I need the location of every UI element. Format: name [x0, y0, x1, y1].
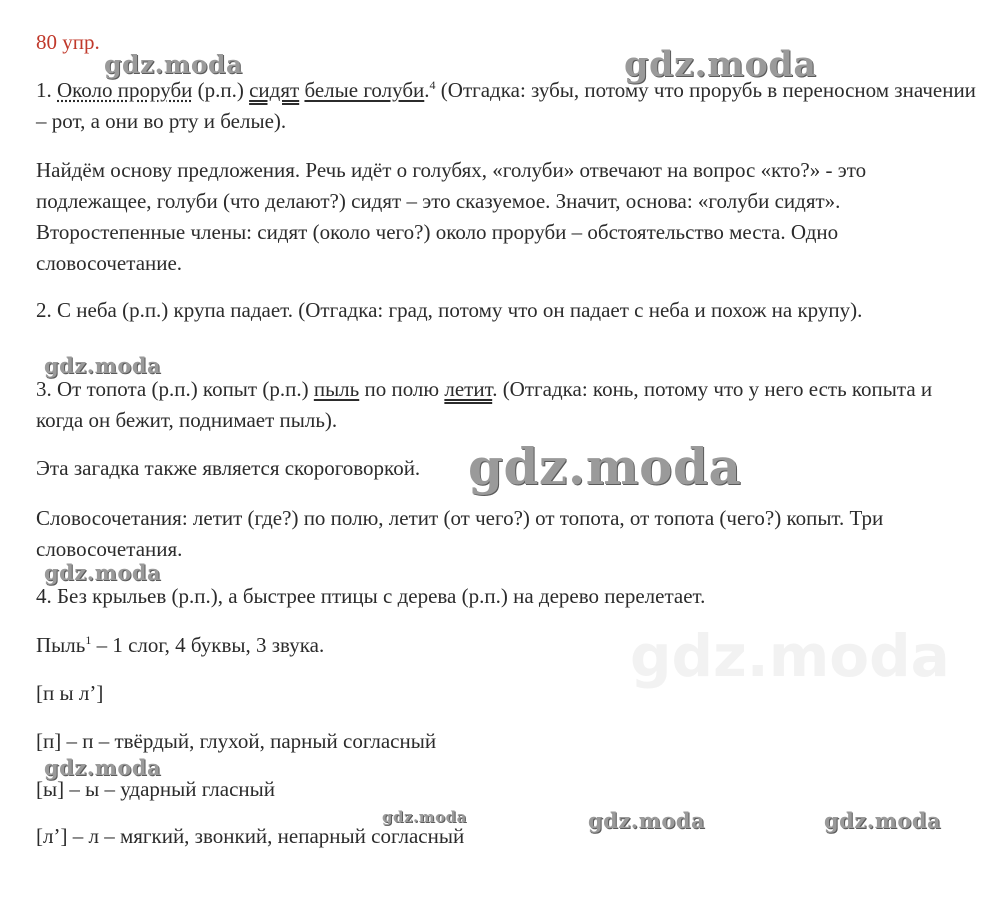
- predicate-word: летит: [444, 377, 493, 401]
- watermark: gdz.moda: [624, 44, 817, 85]
- transcription: [п ы л’]: [36, 681, 104, 705]
- watermark: gdz.moda: [44, 560, 162, 585]
- sound-y: [ы] – ы – ударный гласный: [36, 777, 275, 801]
- paragraph-tongue-twister: Эта загадка также является скороговоркой.: [36, 456, 421, 480]
- analysed-word: Пыль: [36, 633, 86, 657]
- watermark: gdz.moda: [104, 50, 243, 79]
- paragraph-phrases: Словосочетания: летит (где?) по полю, летит (от чего?) от топота, от топота (чего?) копыт. Три словосочетания.: [36, 506, 884, 561]
- predicate-word: сидят: [249, 78, 300, 102]
- riddle-answer: . (Отгадка: конь, потому что у него есть копыта и когда он бежит, поднимает пыль).: [36, 377, 933, 432]
- riddle-text: 3. От топота (р.п.) копыт (р.п.): [36, 377, 314, 401]
- watermark: gdz.moda: [382, 808, 467, 826]
- paragraph-riddle-3: [36, 374, 976, 436]
- riddle-text: по полю: [359, 377, 445, 401]
- sound-p: [п] – п – твёрдый, глухой, парный согласный: [36, 729, 437, 753]
- watermark: gdz.moda: [44, 353, 162, 378]
- riddle-answer: (Отгадка: зубы, потому что прорубь в переносном значении – рот, а они во рту и белые).: [36, 78, 976, 133]
- watermark: gdz.moda: [44, 755, 162, 780]
- footnote-mark: 1: [85, 633, 92, 647]
- adverbial-phrase: Около проруби: [57, 78, 193, 102]
- phonetic-summary: – 1 слог, 4 буквы, 3 звука.: [91, 633, 325, 657]
- paragraph-analysis: Найдём основу предложения. Речь идёт о голубях, «голуби» отвечают на вопрос «кто?» - это подлежащее, голуби (что делают?) сидят – это сказуемое. Значит, основа: «голуби сидят». Второстепенные члены: сидят (около чего?) около проруби – обстоятельство места. Одно словосочетание.: [36, 158, 867, 275]
- paragraph-riddle-4: 4. Без крыльев (р.п.), а быстрее птицы с дерева (р.п.) на дерево перелетает.: [36, 584, 706, 608]
- subject-phrase: белые голуби: [304, 78, 425, 102]
- subject-word: пыль: [313, 377, 360, 401]
- watermark: gdz.moda: [588, 808, 706, 833]
- sound-l: [л’] – л – мягкий, звонкий, непарный согласный: [36, 824, 465, 848]
- exercise-heading: 80 упр.: [36, 30, 100, 54]
- watermark: gdz.moda: [468, 437, 742, 496]
- watermark-ghost: gdz.moda: [630, 622, 950, 690]
- paragraph-riddle-2: 2. С неба (р.п.) крупа падает. (Отгадка: град, потому что он падает с неба и похож на крупу).: [36, 298, 863, 322]
- item-number: 1.: [36, 78, 57, 102]
- period: .: [424, 78, 430, 102]
- case-note: (р.п.): [192, 78, 250, 102]
- paragraph-riddle-1: [36, 75, 976, 137]
- watermark: gdz.moda: [824, 808, 942, 833]
- footnote-mark: 4: [429, 78, 436, 92]
